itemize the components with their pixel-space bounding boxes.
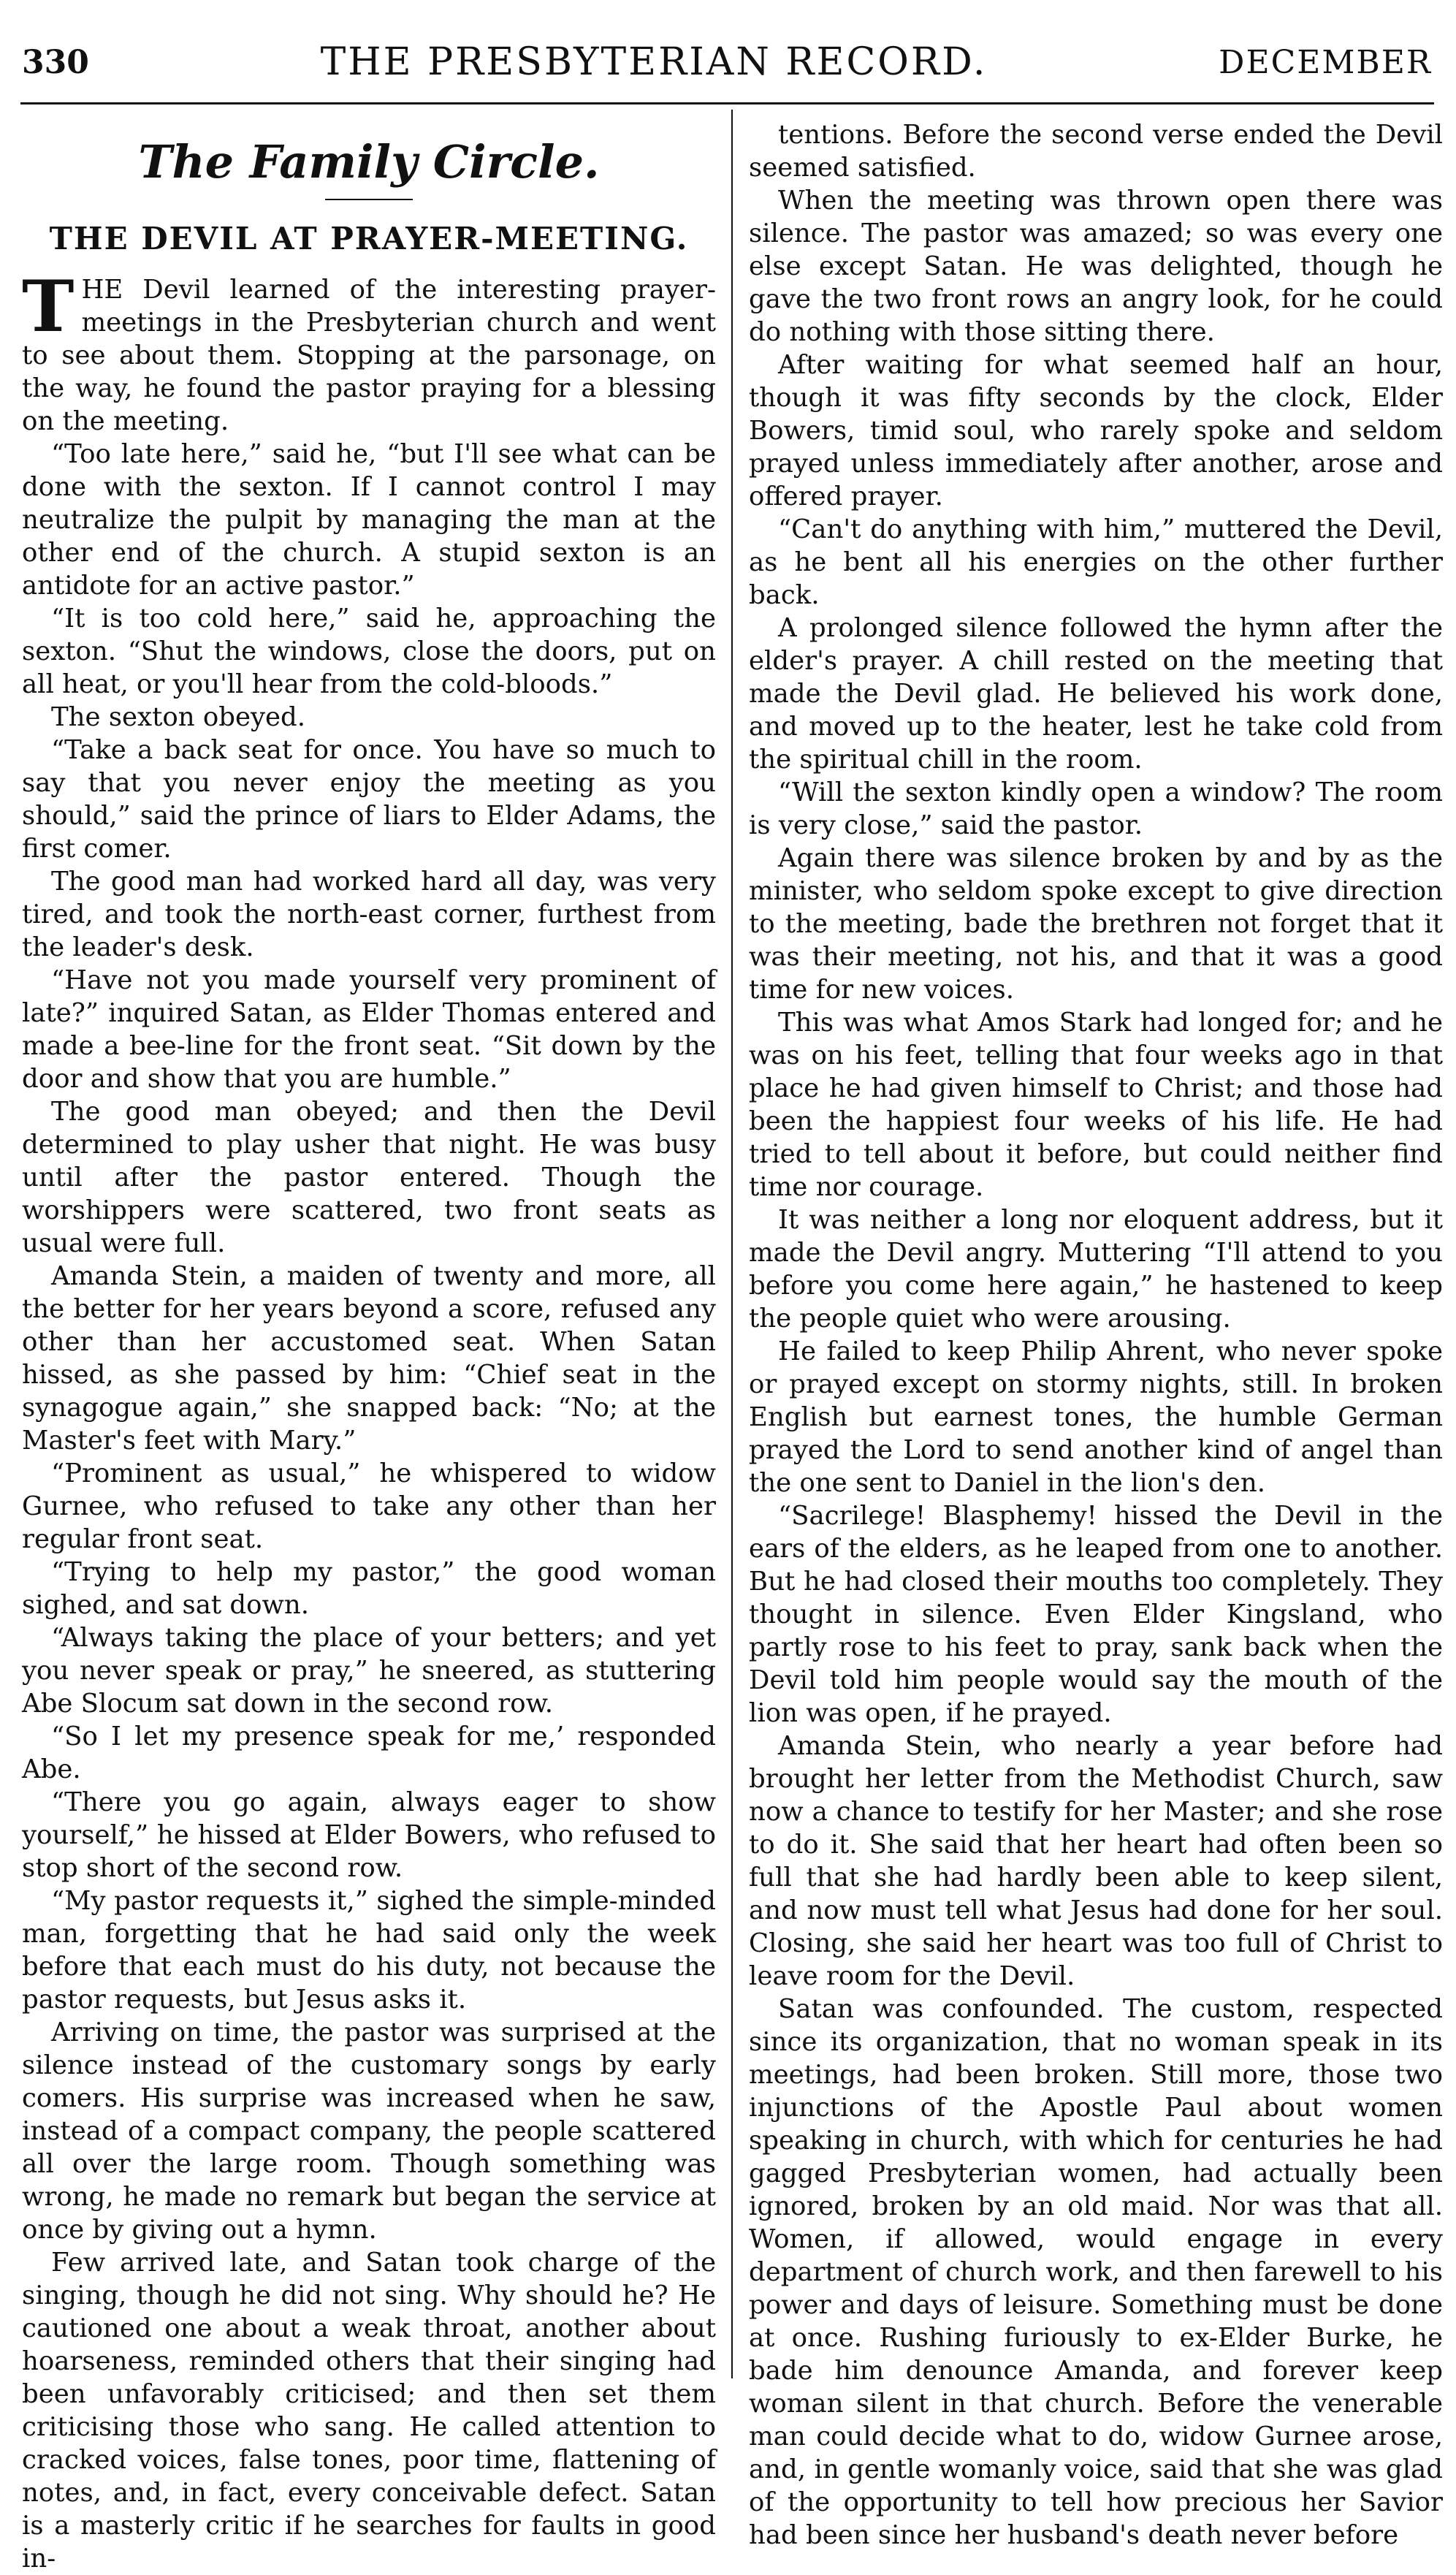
section-rule (325, 199, 413, 200)
paragraph-text: “Prominent as usual,” he whispered to widow Gurnee, who refused to take any other than her regular front seat. (22, 1458, 716, 1554)
paragraph (22, 734, 716, 865)
paragraph-text: “It is too cold here,” said he, approaching the sexton. “Shut the windows, close the doors, put on all heat, or you'll hear from the cold-bloods.” (22, 604, 716, 699)
section-title: The Family Circle. (138, 135, 600, 189)
paragraph (22, 1621, 716, 1720)
paragraph (749, 1499, 1443, 1730)
paragraph-text: Satan was confounded. The custom, respected since its organization, that no woman speak in its meetings, had been broken. Still more, those two injunctions of the Apostle Paul about women speaking in church, with which for centuries he had gagged Presbyterian women, had actually been ignored, broken by an old maid. Nor was that all. Women, if allowed, would engage in every department of church work, and then farewell to his power and days of leisure. Something must be done at once. Rushing furiously to ex-Elder Burke, he bade him denounce Amanda, and forever keep woman silent in that church. Before the venerable man could decide what to do, widow Gurnee arose, and, in gentle womanly voice, said that she was glad of the opportunity to tell how precious her Savior had been since her husband's death never before (749, 1994, 1443, 2550)
paragraph-text: “Can't do anything with him,” muttered the Devil, as he bent all his energies on the other further back. (749, 514, 1443, 610)
paragraph-text: “Always taking the place of your betters; and yet you never speak or pray,” he sneered, as stuttering Abe Slocum sat down in the second row. (22, 1623, 716, 1719)
paragraph-text: “There you go again, always eager to show yourself,” he hissed at Elder Bowers, who refused to stop short of the second row. (22, 1787, 716, 1883)
paragraph-text: “Trying to help my pastor,” the good woman sighed, and sat down. (22, 1557, 716, 1620)
running-head: DECEMBER (1219, 43, 1432, 81)
paragraph-text: He failed to keep Philip Ahrent, who never spoke or prayed except on stormy nights, still. In broken English but earnest tones, the humble German prayed the Lord to send another kind of angel than the one sent to Daniel in the lion's den. (749, 1336, 1443, 1498)
paragraph-text: It was neither a long nor eloquent address, but it made the Devil angry. Muttering “I'll attend to you before you come here again,” he hastened to keep the people quiet who were arousing. (749, 1205, 1443, 1334)
paragraph (749, 1203, 1443, 1335)
paragraph-text: “Too late here,” said he, “but I'll see what can be done with the sexton. If I cannot control I may neutralize the pulpit by managing the man at the other end of the church. A stupid sexton is an antidote for an active pastor.” (22, 439, 716, 601)
column-divider (731, 110, 733, 2378)
paragraph (22, 701, 716, 734)
paragraph (749, 513, 1443, 612)
paragraph-text: Amanda Stein, a maiden of twenty and more, all the better for her years beyond a score, refused any other than her accustomed seat. When Satan hissed, as she passed by him: “Chief seat in the synagogue again,” she snapped back: “No; at the Master's feet with Mary.” (22, 1261, 716, 1456)
paragraph-text: Again there was silence broken by and by as the minister, who seldom spoke except to give direction to the meeting, bade the brethren not forget that it was their meeting, not his, and that it was a good time for new voices. (749, 843, 1443, 1005)
paragraph (22, 1556, 716, 1621)
paragraph-text: The sexton obeyed. (51, 702, 306, 732)
paragraph (22, 2246, 716, 2575)
paragraph (22, 602, 716, 701)
paragraph-text: The good man obeyed; and then the Devil determined to play usher that night. He was busy until after the pastor entered. Though the worshippers were scattered, two front seats as usual were full. (22, 1097, 716, 1258)
paragraph (22, 1786, 716, 1884)
header-rule (20, 102, 1434, 104)
paragraph (22, 265, 716, 438)
paragraph-text: The good man had worked hard all day, was very tired, and took the north-east corner, furthest from the leader's desk. (22, 867, 716, 962)
left-column (22, 118, 716, 2575)
paragraph (749, 1006, 1443, 1203)
paragraph (22, 1457, 716, 1556)
paragraph-text: “Sacrilege! Blasphemy! hissed the Devil in the ears of the elders, as he leaped from one to another. But he had closed their mouths too completely. They thought in silence. Even Elder Kingsland, who partly rose to his feet to pray, sank back when the Devil told him people would say the mouth of the lion was open, if he prayed. (749, 1501, 1443, 1728)
paragraph-text: Amanda Stein, who nearly a year before had brought her letter from the Methodist Church, saw now a chance to testify for her Master; and she rose to do it. She said that her heart had often been so full that she had hardly been able to keep silent, and now must tell what Jesus had done for her soul. Closing, she said her heart was too full of Christ to leave room for the Devil. (749, 1731, 1443, 1991)
paragraph (22, 1095, 716, 1260)
paragraph (749, 184, 1443, 349)
page-header (22, 29, 1432, 95)
paragraph (749, 1335, 1443, 1499)
journal-title: THE PRESBYTERIAN RECORD. (320, 40, 988, 84)
paragraph (749, 776, 1443, 842)
paragraph (749, 842, 1443, 1006)
paragraph (22, 1884, 716, 2016)
paragraph (22, 964, 716, 1095)
paragraph (22, 438, 716, 602)
paragraph (749, 612, 1443, 776)
paragraph (22, 865, 716, 964)
paragraph-text: When the meeting was thrown open there was silence. The pastor was amazed; so was every one else except Satan. He was delighted, though he gave the two front rows an angry look, for he could do nothing with those sitting there. (749, 186, 1443, 347)
drop-cap: T (22, 265, 75, 348)
paragraph-text: tentions. Before the second verse ended the Devil seemed satisfied. (749, 120, 1443, 183)
paragraph (749, 349, 1443, 513)
article-title: THE DEVIL AT PRAYER-MEETING. (49, 221, 689, 256)
paragraph-text: HE Devil learned of the interesting prayer-meetings in the Presbyterian church and went to see about them. Stopping at the parsonage, on the way, he found the pastor praying for a blessing on the meeting. (22, 275, 716, 436)
right-column (749, 118, 1443, 2552)
paragraph (22, 1260, 716, 1457)
paragraph-text: “Take a back seat for once. You have so much to say that you never enjoy the meeting as you should,” said the prince of liars to Elder Adams, the first comer. (22, 735, 716, 864)
paragraph-text: “My pastor requests it,” sighed the simple-minded man, forgetting that he had said only the week before that each must do his duty, not because the pastor requests, but Jesus asks it. (22, 1886, 716, 2015)
paragraph-text: “So I let my presence speak for me,’ responded Abe. (22, 1722, 716, 1784)
paragraph-text: Arriving on time, the pastor was surprised at the silence instead of the customary songs by early comers. His surprise was increased when he saw, instead of a compact company, the people scattered all over the large room. Though something was wrong, he made no remark but began the service at once by giving out a hymn. (22, 2017, 716, 2245)
paragraph (749, 1993, 1443, 2552)
paragraph-text: “Have not you made yourself very prominent of late?” inquired Satan, as Elder Thomas entered and made a bee-line for the front seat. “Sit down by the door and show that you are humble.” (22, 965, 716, 1094)
paragraph (22, 1720, 716, 1786)
page-number: 330 (22, 43, 89, 81)
right-column-body (749, 118, 1443, 2552)
paragraph (749, 1730, 1443, 1993)
paragraph (22, 2016, 716, 2246)
paragraph (749, 118, 1443, 184)
paragraph-text: Few arrived late, and Satan took charge of the singing, though he did not sing. Why should he? He cautioned one about a weak throat, another about hoarseness, reminded others that their singing had been unfavorably criticised; and then set them criticising those who sang. He called attention to cracked voices, false tones, poor time, flattening of notes, and, in fact, every conceivable defect. Satan is a masterly critic if he searches for faults in good in- (22, 2248, 716, 2574)
left-column-body (22, 265, 716, 2575)
paragraph-text: After waiting for what seemed half an hour, though it was fifty seconds by the clock, Elder Bowers, timid soul, who rarely spoke and seldom prayed unless immediately after another, arose and offered prayer. (749, 350, 1443, 511)
paragraph-text: A prolonged silence followed the hymn after the elder's prayer. A chill rested on the meeting that made the Devil glad. He believed his work done, and moved up to the heater, lest he take cold from the spiritual chill in the room. (749, 613, 1443, 775)
paragraph-text: This was what Amos Stark had longed for; and he was on his feet, telling that four weeks ago in that place he had given himself to Christ; and those had been the happiest four weeks of his life. He had tried to tell about it before, but could neither find time nor courage. (749, 1008, 1443, 1202)
paragraph-text: “Will the sexton kindly open a window? The room is very close,” said the pastor. (749, 777, 1443, 840)
